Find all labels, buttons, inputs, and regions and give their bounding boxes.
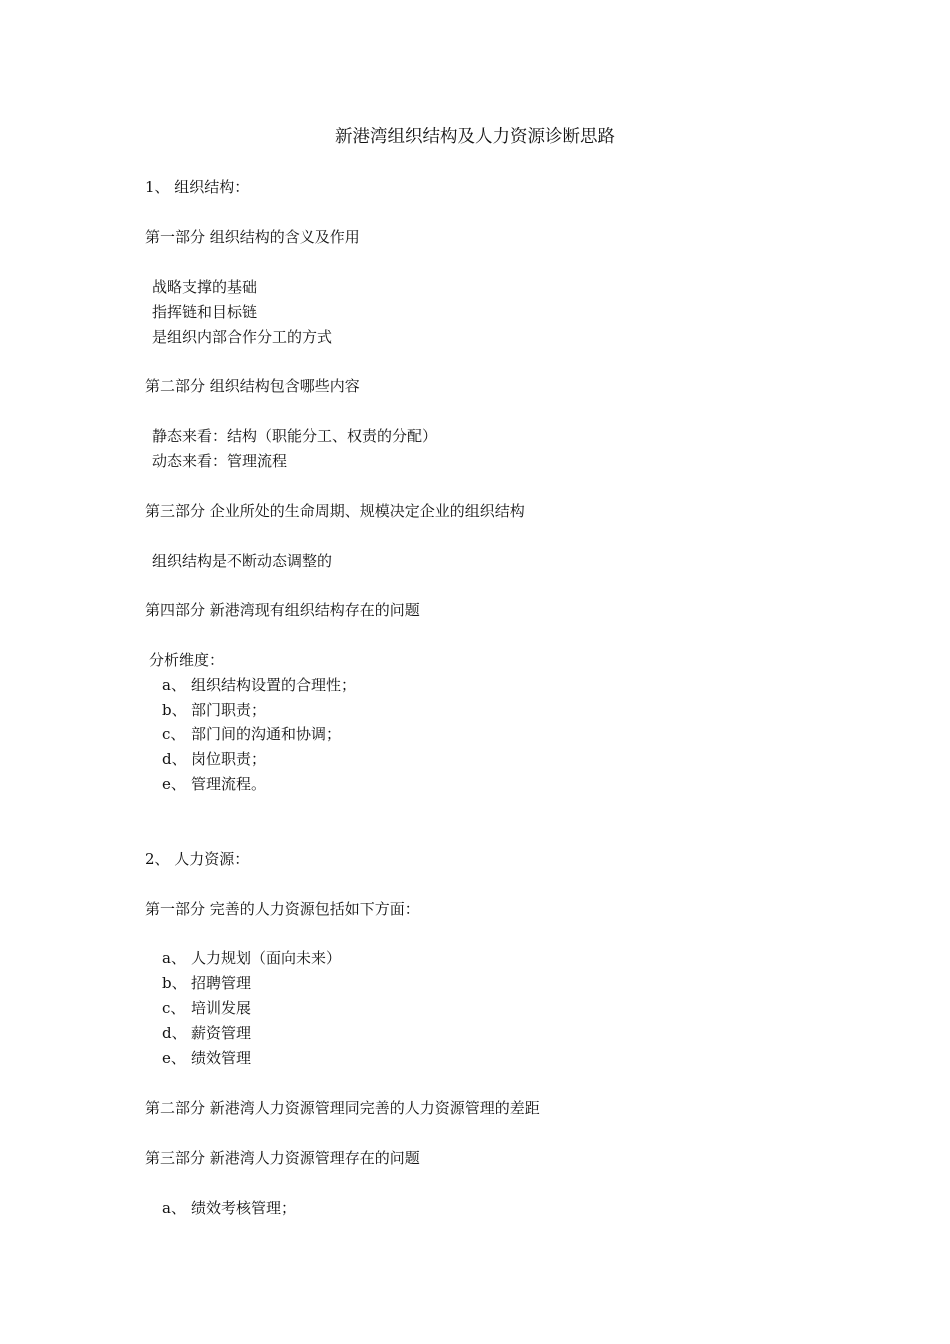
list-marker: c、	[162, 999, 186, 1017]
section-1-part-2-item: 动态来看：管理流程	[152, 452, 288, 470]
list-item	[162, 675, 356, 695]
list-item	[162, 1023, 251, 1043]
list-item-text: 管理流程。	[191, 775, 267, 793]
list-marker: e、	[162, 1049, 186, 1067]
list-marker: a、	[162, 1199, 186, 1217]
list-item	[162, 973, 251, 993]
list-item-text: 部门间的沟通和协调；	[191, 725, 342, 743]
list-marker: e、	[162, 775, 186, 793]
section-1-part-1-heading: 第一部分 组织结构的含义及作用	[145, 228, 360, 246]
list-item	[162, 948, 341, 968]
list-item	[162, 700, 266, 720]
list-item-text: 绩效考核管理；	[191, 1199, 297, 1217]
list-marker: b、	[162, 701, 187, 719]
list-item	[162, 774, 266, 794]
section-1-part-2-heading: 第二部分 组织结构包含哪些内容	[145, 377, 360, 395]
section-1-part-1-item: 是组织内部合作分工的方式	[152, 328, 333, 346]
document-title: 新港湾组织结构及人力资源诊断思路	[335, 127, 615, 147]
section-1-heading: 1、 组织结构：	[145, 178, 250, 196]
section-1-part-3-heading: 第三部分 企业所处的生命周期、规模决定企业的组织结构	[145, 502, 525, 520]
list-item-text: 招聘管理	[191, 974, 252, 992]
list-item-text: 人力规划（面向未来）	[191, 949, 342, 967]
section-1-part-1-item: 战略支撑的基础	[152, 278, 258, 296]
list-marker: a、	[162, 949, 186, 967]
list-item	[162, 1198, 296, 1218]
list-marker: c、	[162, 725, 186, 743]
list-item-text: 岗位职责；	[191, 750, 267, 768]
section-1-part-3-item: 组织结构是不断动态调整的	[152, 552, 333, 570]
list-marker: a、	[162, 676, 186, 694]
section-2-part-3-heading: 第三部分 新港湾人力资源管理存在的问题	[145, 1149, 420, 1167]
list-item-text: 薪资管理	[191, 1024, 252, 1042]
section-1-part-2-item: 静态来看：结构（职能分工、权责的分配）	[152, 427, 438, 445]
list-item	[162, 998, 251, 1018]
list-item-text: 组织结构设置的合理性；	[191, 676, 357, 694]
analysis-dimension-label: 分析维度：	[149, 651, 225, 669]
list-item	[162, 749, 266, 769]
list-item-text: 部门职责；	[191, 701, 267, 719]
section-1-part-1-item: 指挥链和目标链	[152, 303, 258, 321]
section-2-part-2-heading: 第二部分 新港湾人力资源管理同完善的人力资源管理的差距	[145, 1099, 540, 1117]
section-2-heading: 2、 人力资源：	[145, 850, 250, 868]
list-marker: d、	[162, 1024, 187, 1042]
section-2-part-1-heading: 第一部分 完善的人力资源包括如下方面：	[145, 900, 420, 918]
list-item	[162, 1048, 251, 1068]
list-marker: d、	[162, 750, 187, 768]
section-1-part-4-heading: 第四部分 新港湾现有组织结构存在的问题	[145, 601, 420, 619]
list-marker: b、	[162, 974, 187, 992]
list-item	[162, 724, 341, 744]
list-item-text: 绩效管理	[191, 1049, 252, 1067]
list-item-text: 培训发展	[191, 999, 252, 1017]
